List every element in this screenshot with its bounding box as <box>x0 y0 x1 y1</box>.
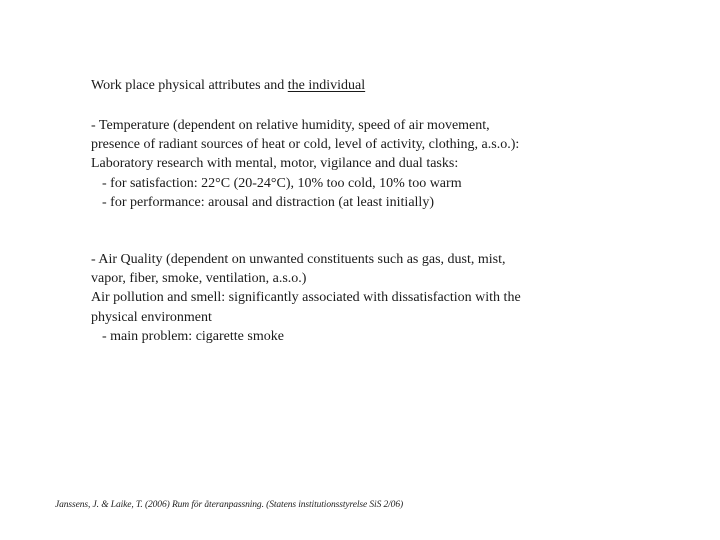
title-underlined-phrase: the individual <box>287 78 366 93</box>
satisfaction-bullet: - for satisfaction: 22°C (20-24°C), 10% too cold, 10% too warm <box>102 175 462 191</box>
main-problem-bullet: - main problem: cigarette smoke <box>102 328 284 344</box>
slide-title <box>91 76 365 96</box>
air-quality-heading-line-cont: vapor, fiber, smoke, ventilation, a.s.o.) <box>91 271 307 287</box>
air-pollution-line-cont: physical environment <box>91 309 212 325</box>
lab-research-line: Laboratory research with mental, motor, vigilance and dual tasks: <box>91 156 459 172</box>
air-quality-section <box>91 250 521 346</box>
temperature-heading-line: - Temperature (dependent on relative humidity, speed of air movement, <box>91 118 490 133</box>
air-quality-heading-line: - Air Quality (dependent on unwanted constituents such as gas, dust, mist, <box>91 252 506 267</box>
performance-bullet: - for performance: arousal and distraction (at least initially) <box>102 194 434 210</box>
temperature-section <box>91 116 519 212</box>
title-prefix: Work place physical attributes and <box>91 78 288 93</box>
temperature-heading-line-cont: presence of radiant sources of heat or cold, level of activity, clothing, a.s.o.): <box>91 137 520 153</box>
citation-footnote: Janssens, J. & Laike, T. (2006) Rum för återanpassning. (Statens institutionsstyrelse SiS 2/06) <box>55 500 404 510</box>
air-pollution-line: Air pollution and smell: significantly associated with dissatisfaction with the <box>91 290 521 306</box>
